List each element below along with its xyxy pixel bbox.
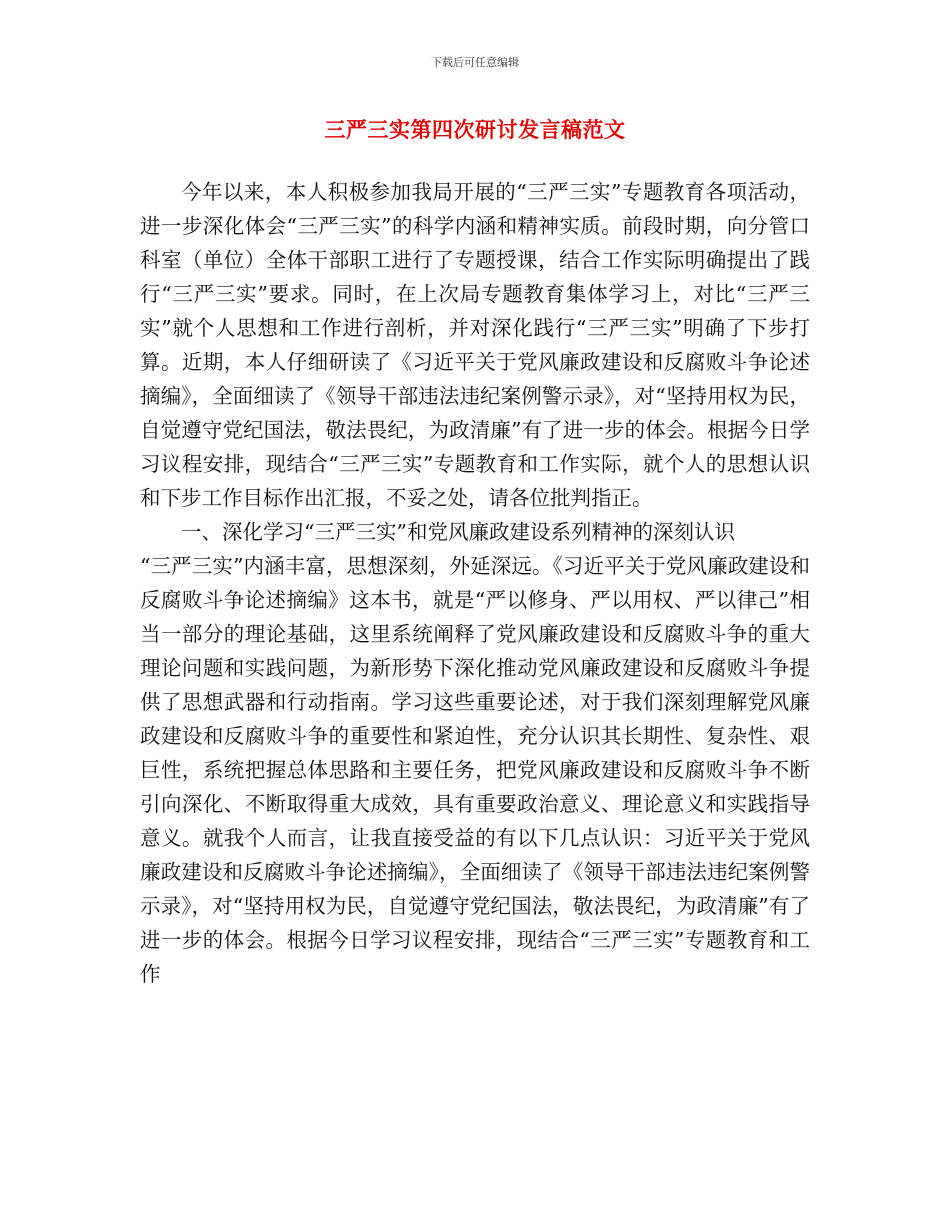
paragraph-section-1: “三严三实”内涵丰富，思想深刻，外延深远。《习近平关于党风廉政建设和反腐败斗争论述摘编》这本书，就是“严以修身、严以用权、严以律己”相当一部分的理论基础，这里系统阐释了党风廉政建设和反腐败斗争的重大理论问题和实践问题，为新形势下深化推动党风廉政建设和反腐败斗争提供了思想武器和行动指南。学习这些重要论述，对于我们深刻理解党风廉政建设和反腐败斗争的重要性和紧迫性，充分认识其长期性、复杂性、艰巨性，系统把握总体思路和主要任务，把党风廉政建设和反腐败斗争不断引向深化、不断取得重大成效，具有重要政治意义、理论意义和实践指导意义。就我个人而言，让我直接受益的有以下几点认识：习近平关于党风廉政建设和反腐败斗争论述摘编》，全面细读了《领导干部违法违纪案例警示录》，对“坚持用权为民，自觉遵守党纪国法，敬法畏纪，为政清廉”有了进一步的体会。根据今日学习议程安排，现结合“三严三实”专题教育和工作 — [140, 554, 810, 986]
page-header-note: 下载后可任意编辑 — [431, 56, 519, 69]
section-heading-1: 一、深化学习“三严三实”和党风廉政建设系列精神的深刻认识 — [181, 520, 735, 544]
document-title: 三严三实第四次研讨发言稿范文 — [324, 118, 626, 142]
document-body — [140, 175, 810, 991]
paragraph-intro: 今年以来，本人积极参加我局开展的“三严三实”专题教育各项活动，进一步深化体会“三严三实”的科学内涵和精神实质。前段时期，向分管口科室（单位）全体干部职工进行了专题授课，结合工作实际明确提出了践行“三严三实”要求。同时，在上次局专题教育集体学习上，对比“三严三实”就个人思想和工作进行剖析，并对深化践行“三严三实”明确了下步打算。近期，本人仔细研读了《习近平关于党风廉政建设和反腐败斗争论述摘编》，全面细读了《领导干部违法违纪案例警示录》，对“坚持用权为民，自觉遵守党纪国法，敬法畏纪，为政清廉”有了进一步的体会。根据今日学习议程安排，现结合“三严三实”专题教育和工作实际，就个人的思想认识和下步工作目标作出汇报，不妥之处，请各位批判指正。 — [140, 180, 810, 510]
